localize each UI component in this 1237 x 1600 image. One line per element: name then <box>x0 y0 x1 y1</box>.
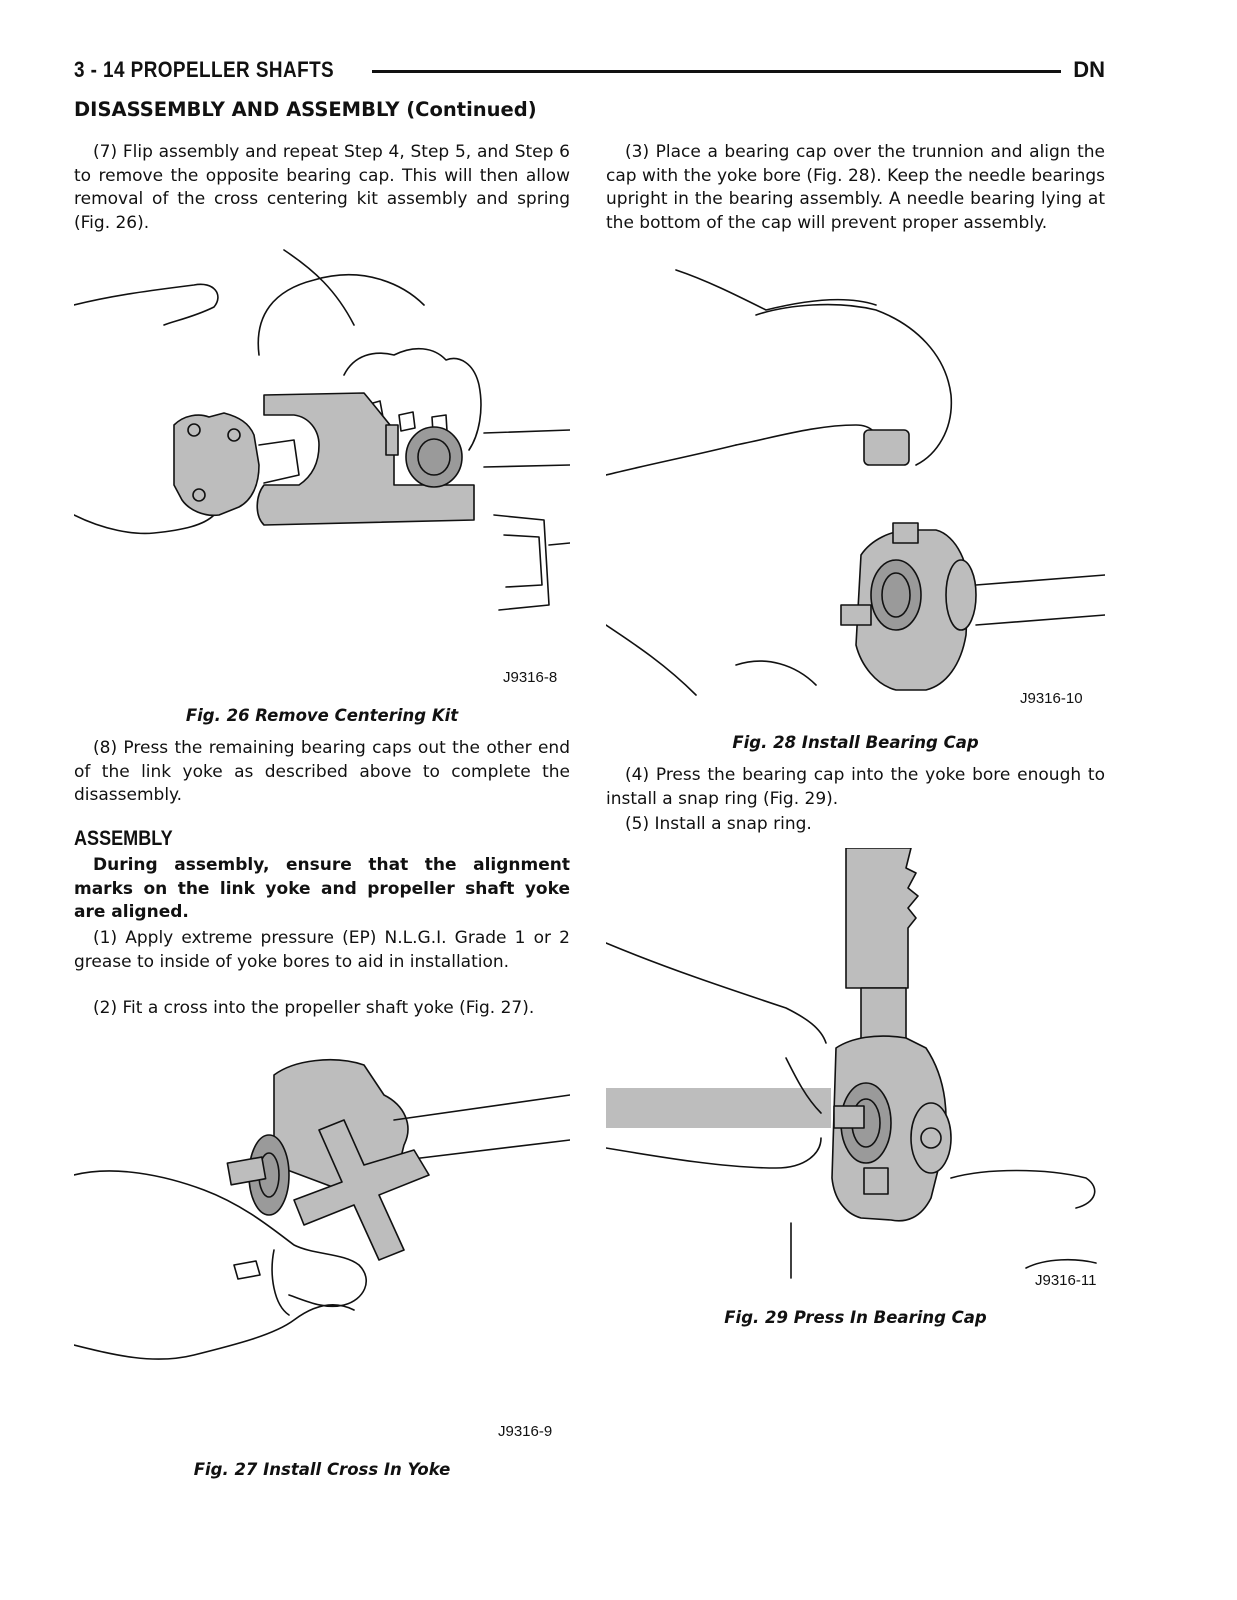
header-page-and-chapter: 3 - 14 PROPELLER SHAFTS <box>74 57 335 82</box>
assembly-alignment-note: During assembly, ensure that the alignment marks on the link yoke and propeller shaft yoke are aligned. <box>74 855 570 922</box>
running-header <box>74 57 1105 87</box>
figure-28-code: J9316-10 <box>1020 690 1083 707</box>
figure-28-illustration <box>606 265 1105 715</box>
header-model-code: DN <box>1073 57 1105 82</box>
figure-27-illustration <box>74 1055 570 1425</box>
assembly-heading: ASSEMBLY <box>74 827 173 850</box>
figure-27-caption: Fig. 27 Install Cross In Yoke <box>193 1460 451 1479</box>
figure-29-caption: Fig. 29 Press In Bearing Cap <box>724 1308 987 1327</box>
figure-26-code: J9316-8 <box>503 669 558 686</box>
figure-26-illustration <box>74 245 570 685</box>
step-7-text: (7) Flip assembly and repeat Step 4, Step 5, and Step 6 to remove the opposite bearing cap. This will then allow removal of the cross centering kit assembly and spring (Fig. 26). <box>74 142 570 233</box>
step-2-text: (2) Fit a cross into the propeller shaft yoke (Fig. 27). <box>93 998 535 1018</box>
step-5-text: (5) Install a snap ring. <box>625 814 812 834</box>
section-title: DISASSEMBLY AND ASSEMBLY (Continued) <box>74 98 537 121</box>
figure-26-caption: Fig. 26 Remove Centering Kit <box>185 706 459 725</box>
step-1-text: (1) Apply extreme pressure (EP) N.L.G.I. Grade 1 or 2 grease to inside of yoke bores to aid in installation. <box>74 928 570 972</box>
step-3-text: (3) Place a bearing cap over the trunnion and align the cap with the yoke bore (Fig. 28). Keep the needle bearings upright in the bearing assembly. A needle bearing lying at the bottom of the cap will prevent proper assembly. <box>606 142 1105 233</box>
figure-29-code: J9316-11 <box>1035 1272 1097 1289</box>
step-4-text: (4) Press the bearing cap into the yoke bore enough to install a snap ring (Fig. 29). <box>606 765 1105 809</box>
header-rule <box>372 70 1061 73</box>
figure-27-code: J9316-9 <box>498 1423 553 1440</box>
figure-29-illustration <box>606 848 1105 1288</box>
step-8-text: (8) Press the remaining bearing caps out the other end of the link yoke as described above to complete the disassembly. <box>74 738 570 805</box>
figure-28-caption: Fig. 28 Install Bearing Cap <box>732 733 979 752</box>
